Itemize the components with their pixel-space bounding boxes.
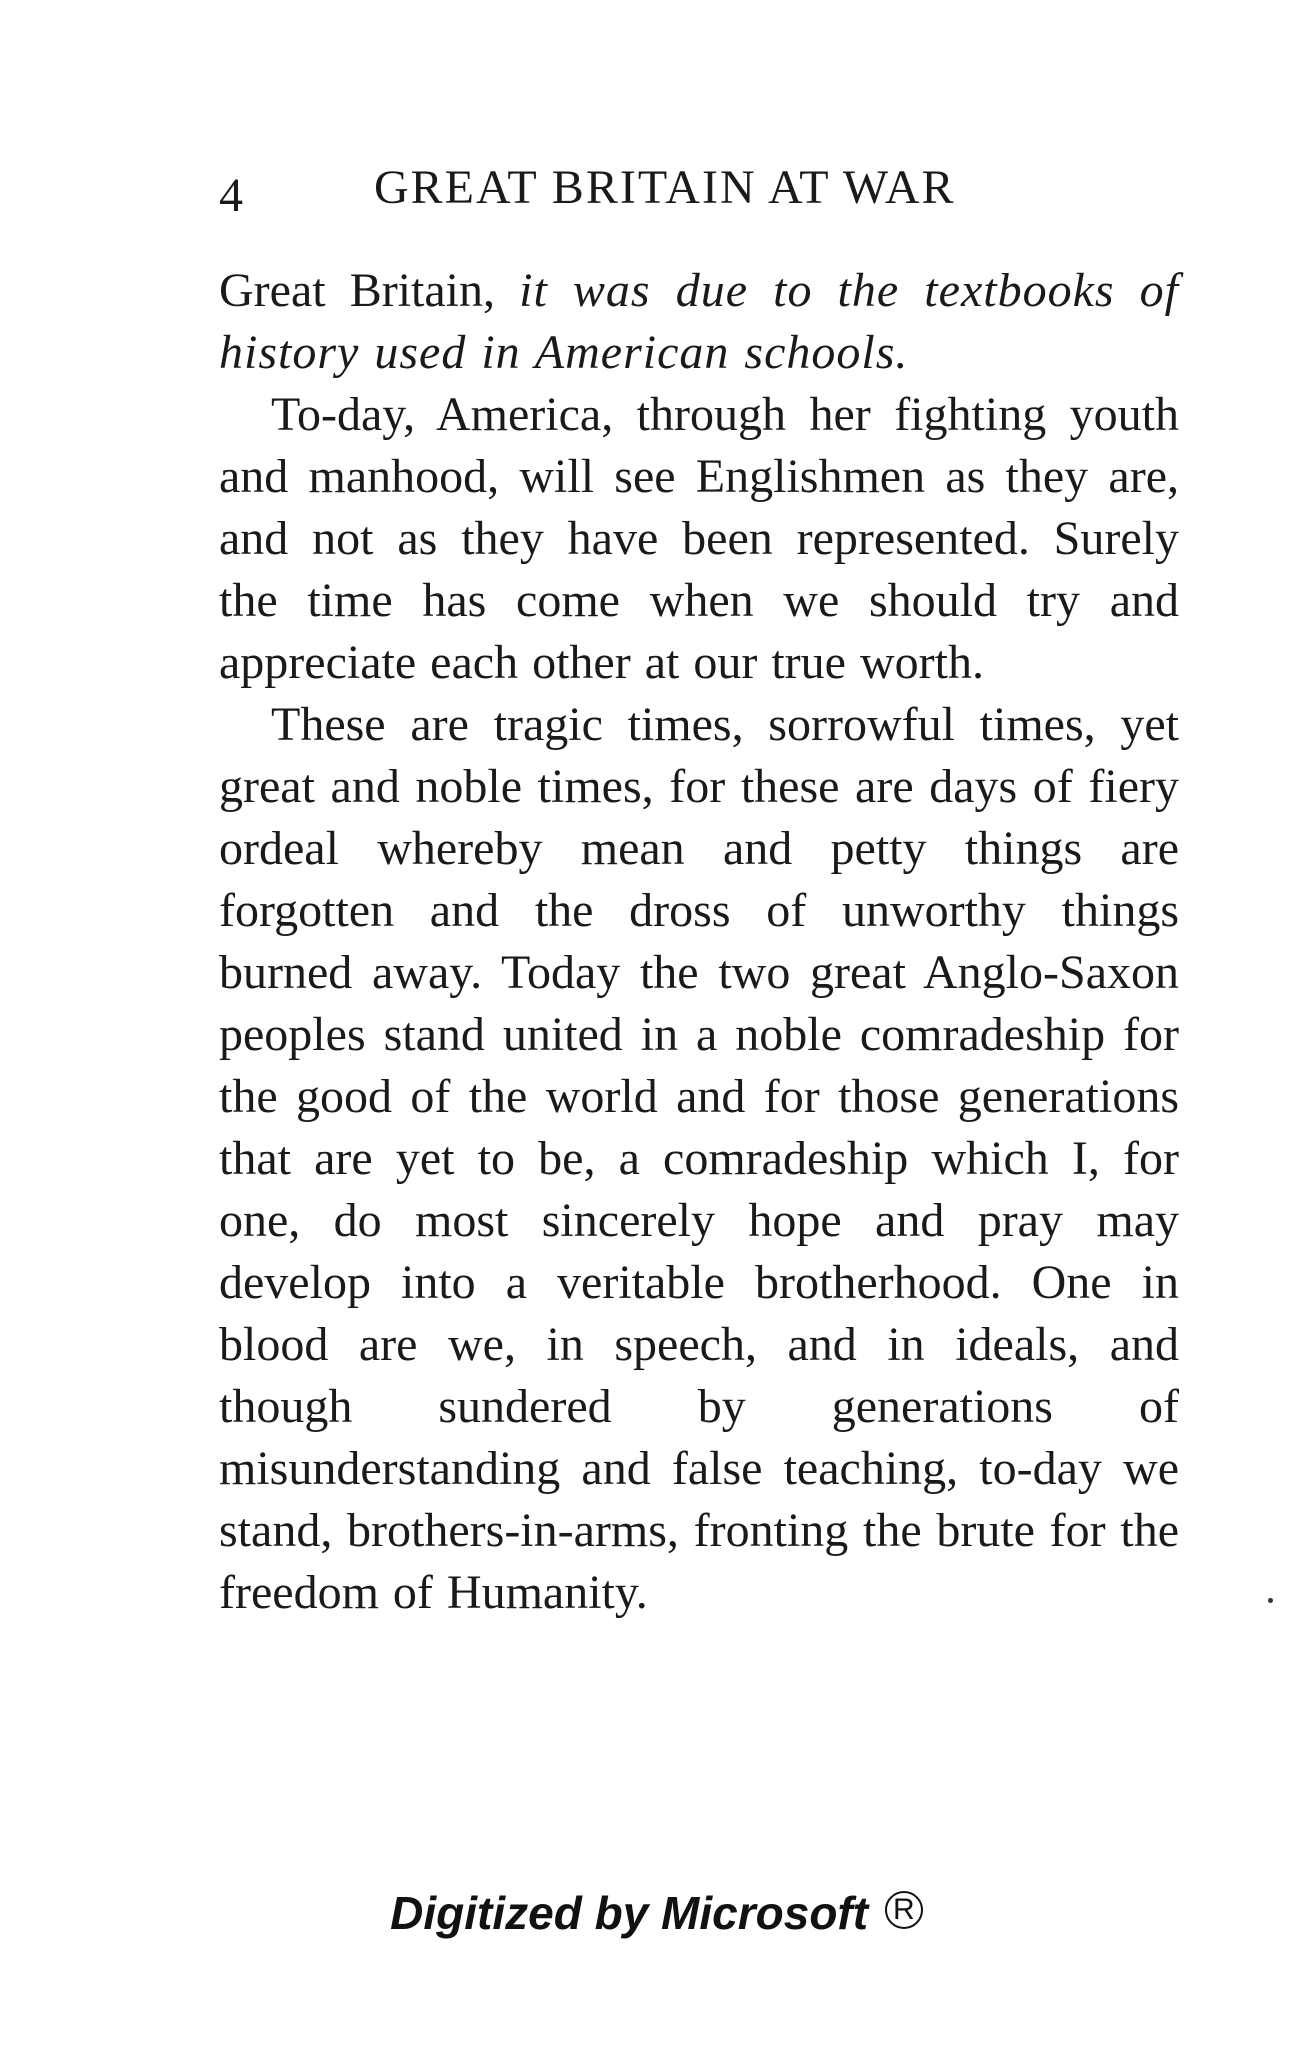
running-head: GREAT BRITAIN AT WAR <box>374 161 956 214</box>
page-header <box>219 160 1179 230</box>
page-number: 4 <box>219 169 244 222</box>
digitized-watermark <box>0 1886 1313 1940</box>
paragraph-3: These are tragic times, sorrowful times, yet great and noble times, for these are days of fiery ordeal whereby mean and petty things are forgotten and the dross of unworthy things burned away. Today the two great Anglo-Saxon peoples stand united in a noble comradeship for the good of the world and for those generations that are yet to be, a comradeship which I, for one, do most sincerely hope and pray may develop into a veritable brotherhood. One in blood are we, in speech, and in ideals, and though sundered by generations of misunderstanding and false teaching, to-day we stand, brothers-in-arms, fronting the brute for the freedom of Humanity. <box>219 698 1179 1619</box>
watermark-text: Digitized by Microsoft <box>390 1887 869 1939</box>
paragraph-1-italic: it was due to the textbooks of history used in American schools. <box>219 264 1180 379</box>
paragraph-1 <box>219 260 1179 384</box>
book-page <box>219 160 1179 1624</box>
scan-speck <box>1268 1598 1273 1603</box>
paragraph-2: To-day, America, through her fighting youth and manhood, will see Englishmen as they are, and not as they have been represented. Surely the time has come when we should try and appreciate each other at our true worth. <box>219 388 1179 689</box>
body-text <box>219 260 1179 1624</box>
paragraph-1-plain: Great Britain, <box>219 264 520 317</box>
registered-icon: R <box>885 1891 923 1929</box>
